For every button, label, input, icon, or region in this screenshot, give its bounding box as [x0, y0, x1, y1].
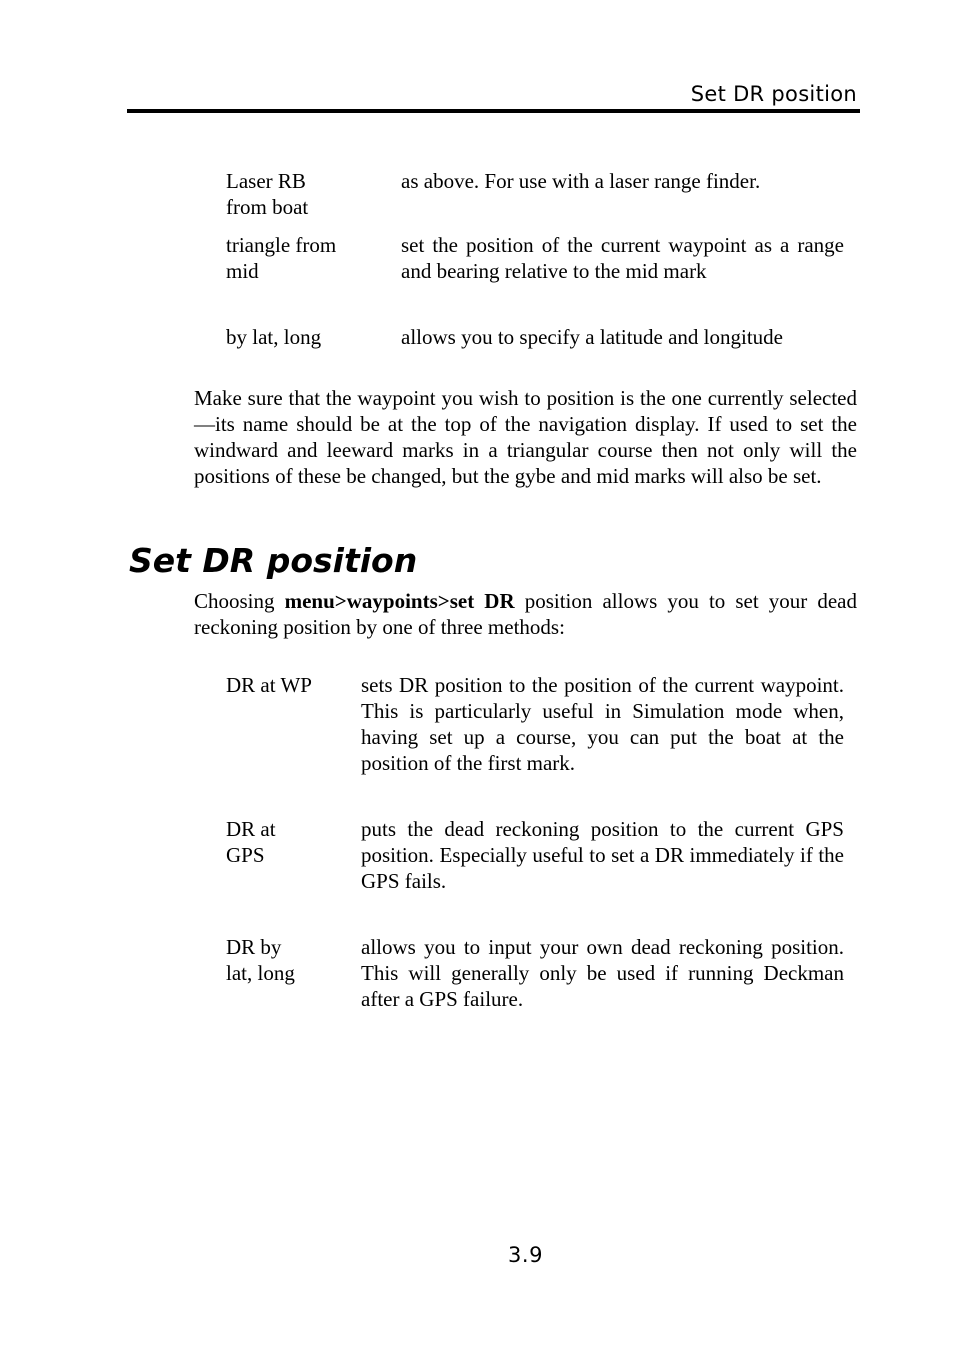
dr-method-description: sets DR position to the position of the current waypoint. This is particularly useful in Simulation mode when, having set up a course, you can put the boat at the position of the first mark.	[361, 673, 844, 775]
option-description: set the position of the current waypoint as a range and bearing relative to the mid mark	[401, 233, 844, 283]
dr-method-term: DR at GPS	[226, 817, 276, 867]
option-term: by lat, long	[226, 325, 322, 349]
body-paragraph: Make sure that the waypoint you wish to position is the one currently selected—its name should be at the top of the navigation display. If used to set the windward and leeward marks in a triangular course then not only will the positions of these be changed, but the gybe and mid marks will also be set.	[194, 386, 857, 488]
option-row	[226, 168, 844, 219]
dr-method-term: DR by lat, long	[226, 935, 295, 985]
intro-paragraph	[194, 588, 857, 640]
option-row	[226, 324, 844, 350]
running-header: Set DR position	[690, 82, 857, 106]
intro-text: Choosing	[194, 589, 285, 613]
dr-method-term: DR at WP	[226, 673, 312, 697]
dr-method-row	[226, 934, 844, 1012]
page-number: 3.9	[508, 1243, 543, 1267]
dr-method-list	[226, 672, 844, 1012]
dr-method-description: allows you to input your own dead reckoning position. This will generally only be used if running Deckman after a GPS failure.	[361, 935, 844, 1011]
option-list	[226, 168, 844, 350]
menu-path: menu>waypoints>set DR	[284, 589, 515, 613]
section-heading: Set DR position	[129, 541, 418, 580]
option-term: triangle from mid	[226, 233, 337, 283]
intro-text: position allows you to set your dead reckoning position by one of three methods:	[194, 589, 857, 639]
header-rule	[127, 109, 860, 113]
dr-method-description: puts the dead reckoning position to the current GPS position. Especially useful to set a DR immediately if the GPS fails.	[361, 817, 844, 893]
option-row	[226, 232, 844, 284]
option-description: as above. For use with a laser range finder.	[401, 169, 761, 193]
dr-method-row	[226, 672, 844, 776]
option-term: Laser RB from boat	[226, 169, 309, 219]
dr-method-row	[226, 816, 844, 894]
option-description: allows you to specify a latitude and longitude	[401, 325, 783, 349]
